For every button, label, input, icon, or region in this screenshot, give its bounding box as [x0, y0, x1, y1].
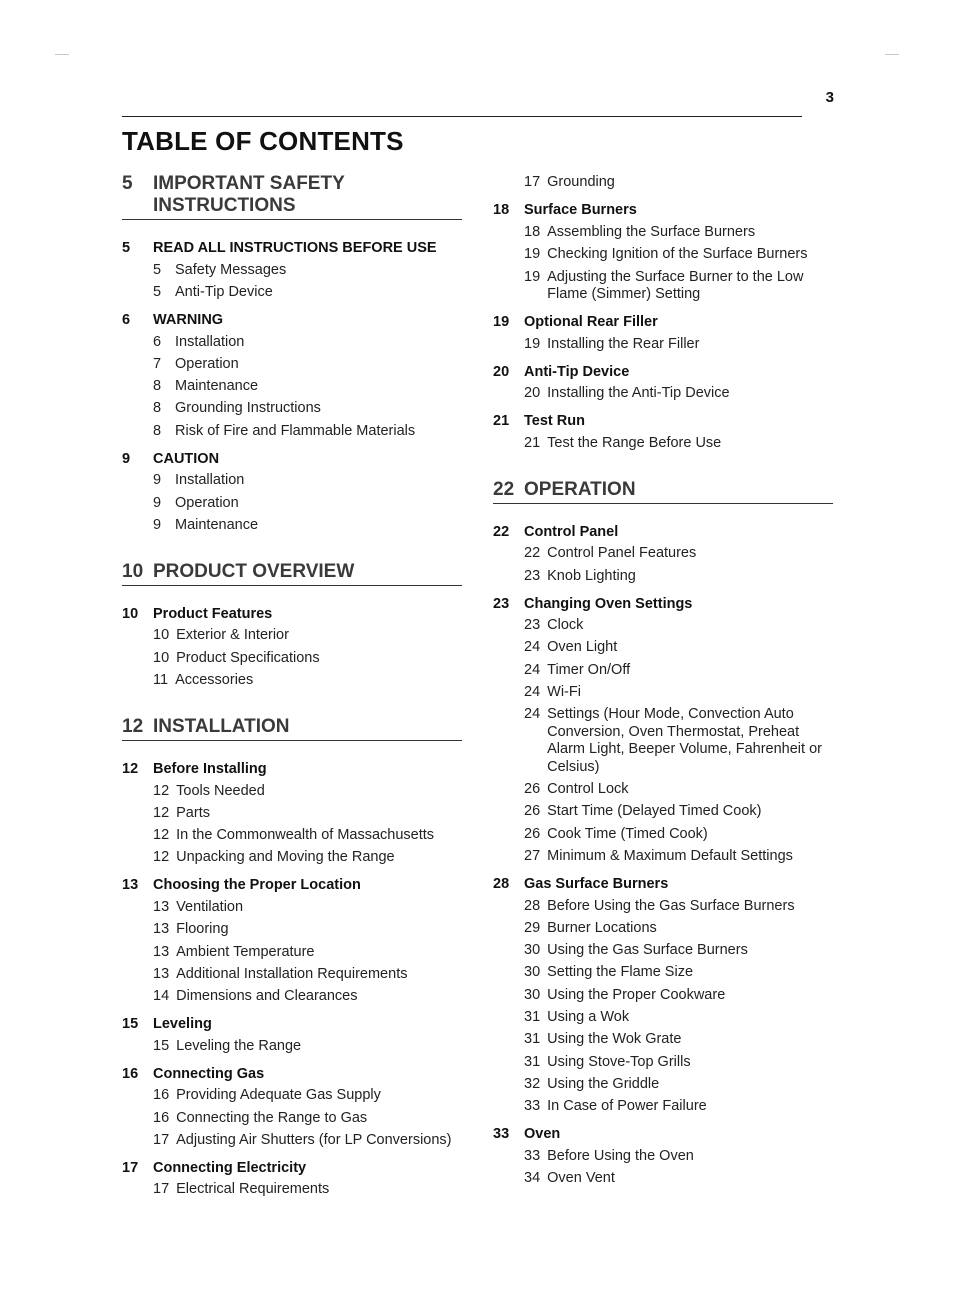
toc-group-heading[interactable] — [493, 593, 833, 615]
section-title: OPERATION — [524, 478, 636, 500]
toc-entry[interactable] — [524, 823, 833, 845]
toc-entry[interactable] — [153, 941, 462, 963]
entry-page-number: 26 — [524, 781, 541, 798]
page-title: TABLE OF CONTENTS — [122, 126, 404, 156]
entry-title: Using the Griddle — [547, 1075, 660, 1092]
entry-page-number: 12 — [153, 782, 170, 799]
entry-title: Settings (Hour Mode, Convection Auto Conversion, Oven Thermostat, Preheat Alarm Light, Beeper Volume, Fahrenheit or Celsius) — [547, 706, 822, 775]
group-title: CAUTION — [153, 450, 220, 467]
group-page-number: 6 — [122, 311, 131, 328]
entry-page-number: 8 — [153, 422, 162, 439]
entry-page-number: 12 — [153, 849, 170, 866]
entry-page-number: 13 — [153, 898, 170, 915]
toc-entry[interactable] — [153, 986, 462, 1008]
toc-entry[interactable] — [524, 895, 833, 917]
toc-entry[interactable] — [524, 637, 833, 659]
section-page-number: 10 — [122, 560, 144, 582]
toc-group-heading[interactable] — [493, 199, 833, 221]
entry-page-number: 21 — [524, 434, 541, 451]
toc-group — [493, 361, 833, 406]
entry-title: Oven Vent — [547, 1169, 615, 1186]
entry-page-number: 16 — [153, 1087, 170, 1104]
entry-title: Safety Messages — [175, 261, 287, 278]
toc-group — [493, 1123, 833, 1190]
entry-title: Cook Time (Timed Cook) — [547, 825, 708, 842]
entry-title: Using the Wok Grate — [547, 1031, 682, 1048]
toc-group — [122, 309, 462, 443]
toc-entry[interactable] — [524, 682, 833, 704]
entry-title: Leveling the Range — [176, 1037, 302, 1054]
toc-group — [493, 410, 833, 455]
toc-group-heading[interactable] — [493, 1123, 833, 1145]
entry-page-number: 12 — [153, 804, 170, 821]
entry-page-number: 14 — [153, 988, 170, 1005]
entry-title: Connecting the Range to Gas — [176, 1109, 368, 1126]
entry-title: Using a Wok — [547, 1008, 630, 1025]
section-title: IMPORTANT SAFETY INSTRUCTIONS — [153, 173, 345, 216]
group-page-number: 18 — [493, 202, 510, 219]
toc-entry[interactable] — [524, 266, 833, 306]
entry-page-number: 20 — [524, 385, 541, 402]
toc-entry[interactable] — [524, 704, 833, 779]
group-title: READ ALL INSTRUCTIONS BEFORE USE — [153, 240, 437, 256]
toc-entry[interactable] — [153, 398, 462, 420]
toc-entry[interactable] — [153, 376, 462, 398]
entry-page-number: 28 — [524, 897, 541, 914]
entry-page-number: 16 — [153, 1109, 170, 1126]
toc-entry[interactable] — [153, 897, 462, 919]
entry-title: Parts — [176, 804, 210, 821]
entry-page-number: 24 — [524, 706, 541, 723]
toc-group — [122, 1157, 462, 1202]
group-page-number: 13 — [122, 877, 139, 894]
section-page-number: 12 — [122, 715, 144, 737]
toc-entry[interactable] — [524, 383, 833, 405]
entry-title: Burner Locations — [547, 919, 657, 936]
entry-page-number: 15 — [153, 1037, 170, 1054]
section-page-number: 22 — [493, 478, 515, 500]
toc-group-heading[interactable] — [493, 361, 833, 383]
entry-title: Additional Installation Requirements — [176, 965, 408, 982]
entry-page-number: 11 — [153, 671, 169, 688]
toc-entry[interactable] — [153, 670, 462, 692]
toc-group-heading[interactable] — [122, 1013, 462, 1035]
entry-page-number: 27 — [524, 847, 541, 864]
entry-page-number: 19 — [524, 335, 541, 352]
entry-title: Adjusting the Surface Burner to the Low Flame (Simmer) Setting — [547, 268, 804, 303]
toc-entry[interactable] — [153, 470, 462, 492]
toc-entry[interactable] — [153, 802, 462, 824]
group-title: Surface Burners — [524, 202, 637, 219]
entry-title: Setting the Flame Size — [547, 964, 694, 981]
entry-page-number: 30 — [524, 942, 541, 959]
section-page-number: 5 — [122, 173, 133, 194]
entry-title: Providing Adequate Gas Supply — [176, 1087, 381, 1104]
entry-title: Tools Needed — [176, 782, 265, 799]
section-heading — [493, 479, 833, 504]
entry-page-number: 9 — [153, 516, 162, 533]
toc-entry[interactable] — [524, 801, 833, 823]
entry-title: Before Using the Gas Surface Burners — [547, 897, 795, 914]
entry-page-number: 5 — [153, 261, 162, 278]
group-title: Connecting Electricity — [153, 1159, 307, 1176]
toc-group — [493, 521, 833, 588]
group-page-number: 22 — [493, 523, 510, 540]
group-title: Leveling — [153, 1015, 212, 1032]
toc-entry[interactable] — [153, 259, 462, 281]
entry-title: Knob Lighting — [547, 567, 636, 584]
group-title: Optional Rear Filler — [524, 313, 658, 330]
toc-group-heading[interactable] — [122, 237, 462, 259]
entry-title: Installation — [175, 333, 245, 350]
entry-title: Dimensions and Clearances — [176, 988, 358, 1005]
toc-group — [122, 1063, 462, 1152]
group-title: WARNING — [153, 311, 224, 328]
toc-entry[interactable] — [524, 940, 833, 962]
toc-group-heading[interactable] — [493, 410, 833, 432]
entry-page-number: 17 — [153, 1181, 170, 1198]
toc-entry[interactable] — [153, 647, 462, 669]
entry-page-number: 17 — [153, 1131, 170, 1148]
entry-title: Control Panel Features — [547, 545, 697, 562]
toc-entry[interactable] — [524, 962, 833, 984]
entry-title: Electrical Requirements — [176, 1181, 330, 1198]
toc-entry[interactable] — [524, 1073, 833, 1095]
toc-entry[interactable] — [153, 963, 462, 985]
toc-group — [122, 1013, 462, 1058]
toc-entry[interactable] — [153, 492, 462, 514]
crop-mark-right — [885, 54, 899, 55]
toc-group-heading[interactable] — [122, 758, 462, 780]
entry-page-number: 12 — [153, 827, 170, 844]
entry-page-number: 23 — [524, 567, 541, 584]
entry-page-number: 32 — [524, 1075, 541, 1092]
toc-entry[interactable] — [524, 222, 833, 244]
entry-page-number: 31 — [524, 1008, 541, 1025]
entry-page-number: 7 — [153, 355, 162, 372]
entry-title: In the Commonwealth of Massachusetts — [176, 827, 435, 844]
entry-title: Grounding — [547, 174, 615, 191]
toc-entry[interactable] — [524, 779, 833, 801]
toc-entry[interactable] — [524, 432, 833, 454]
entry-page-number: 13 — [153, 965, 170, 982]
entry-page-number: 10 — [153, 627, 170, 644]
entry-title: In Case of Power Failure — [547, 1098, 707, 1115]
entry-title: Adjusting Air Shutters (for LP Conversions) — [176, 1131, 452, 1148]
entry-page-number: 31 — [524, 1031, 541, 1048]
entry-page-number: 24 — [524, 639, 541, 656]
entry-page-number: 31 — [524, 1053, 541, 1070]
entry-title: Operation — [175, 494, 239, 511]
entry-title: Anti-Tip Device — [175, 283, 273, 300]
toc-entry[interactable] — [153, 420, 462, 442]
entry-page-number: 19 — [524, 246, 541, 263]
group-title: Anti-Tip Device — [524, 363, 630, 380]
entry-page-number: 5 — [153, 283, 162, 300]
group-page-number: 12 — [122, 760, 139, 777]
entry-title: Product Specifications — [176, 649, 320, 666]
group-page-number: 33 — [493, 1125, 510, 1142]
toc-right-column — [493, 172, 833, 1195]
toc-group — [493, 199, 833, 306]
toc-group-heading[interactable] — [493, 311, 833, 333]
entry-title: Clock — [547, 617, 584, 634]
entry-title: Using Stove-Top Grills — [547, 1053, 691, 1070]
toc-entry[interactable] — [153, 1129, 462, 1151]
entry-page-number: 26 — [524, 803, 541, 820]
entry-title: Installing the Anti-Tip Device — [547, 385, 730, 402]
group-title: Oven — [524, 1125, 561, 1142]
entry-page-number: 18 — [524, 223, 541, 240]
toc-entry[interactable] — [153, 1179, 462, 1201]
toc-group — [493, 873, 833, 1118]
entry-page-number: 13 — [153, 921, 170, 938]
entry-page-number: 30 — [524, 964, 541, 981]
entry-page-number: 29 — [524, 919, 541, 936]
toc-entry[interactable] — [524, 659, 833, 681]
group-page-number: 17 — [122, 1159, 139, 1176]
group-page-number: 28 — [493, 875, 510, 892]
entry-title: Start Time (Delayed Timed Cook) — [547, 803, 762, 820]
entry-title: Test the Range Before Use — [547, 434, 722, 451]
toc-entry[interactable] — [524, 1029, 833, 1051]
group-page-number: 21 — [493, 413, 510, 430]
toc-entry[interactable] — [524, 1168, 833, 1190]
toc-entry[interactable] — [524, 543, 833, 565]
entry-title: Timer On/Off — [547, 661, 631, 678]
toc-group — [493, 311, 833, 356]
section-heading — [122, 173, 462, 220]
entry-title: Checking Ignition of the Surface Burners — [547, 246, 808, 263]
entry-page-number: 30 — [524, 986, 541, 1003]
entry-page-number: 24 — [524, 661, 541, 678]
entry-title: Installing the Rear Filler — [547, 335, 700, 352]
group-title: Before Installing — [153, 760, 267, 777]
toc-group — [122, 874, 462, 1008]
toc-entry[interactable] — [524, 333, 833, 355]
entry-page-number: 10 — [153, 649, 170, 666]
group-page-number: 9 — [122, 450, 131, 467]
entry-title: Maintenance — [175, 516, 259, 533]
toc-group-heading[interactable] — [122, 1157, 462, 1179]
entry-page-number: 8 — [153, 378, 162, 395]
toc-group-heading[interactable] — [122, 309, 462, 331]
group-title: Test Run — [524, 413, 585, 430]
entry-title: Risk of Fire and Flammable Materials — [175, 422, 416, 439]
entry-title: Flooring — [176, 921, 229, 938]
toc-entry[interactable] — [153, 825, 462, 847]
entry-title: Using the Proper Cookware — [547, 986, 726, 1003]
toc-entry[interactable] — [153, 919, 462, 941]
toc-left-column — [122, 173, 462, 1206]
section-title: INSTALLATION — [153, 715, 290, 737]
toc-entry[interactable] — [524, 615, 833, 637]
toc-group-heading[interactable] — [122, 1063, 462, 1085]
entry-page-number: 26 — [524, 825, 541, 842]
toc-entry[interactable] — [153, 353, 462, 375]
page-number: 3 — [825, 89, 834, 106]
toc-group — [122, 758, 462, 869]
toc-group — [493, 172, 833, 194]
toc-group-heading[interactable] — [122, 874, 462, 896]
toc-group-heading[interactable] — [122, 603, 462, 625]
toc-entry[interactable] — [524, 1096, 833, 1118]
toc-group-heading[interactable] — [493, 873, 833, 895]
toc-entry[interactable] — [153, 1035, 462, 1057]
section-title: PRODUCT OVERVIEW — [153, 560, 355, 582]
toc-entry[interactable] — [524, 172, 833, 194]
entry-page-number: 33 — [524, 1098, 541, 1115]
toc-entry[interactable] — [153, 1107, 462, 1129]
toc-group — [122, 603, 462, 692]
entry-title: Installation — [175, 472, 245, 489]
toc-entry[interactable] — [524, 984, 833, 1006]
entry-title: Operation — [175, 355, 239, 372]
toc-entry[interactable] — [153, 1085, 462, 1107]
group-page-number: 16 — [122, 1065, 139, 1082]
toc-entry[interactable] — [524, 1051, 833, 1073]
toc-group — [122, 237, 462, 304]
toc-entry[interactable] — [153, 514, 462, 536]
entry-title: Oven Light — [547, 639, 618, 656]
toc-group-heading[interactable] — [122, 448, 462, 470]
crop-mark-left — [55, 54, 69, 55]
group-page-number: 23 — [493, 595, 510, 612]
toc-group — [493, 593, 833, 868]
entry-page-number: 19 — [524, 268, 541, 285]
toc-entry[interactable] — [524, 565, 833, 587]
group-page-number: 20 — [493, 363, 510, 380]
entry-title: Grounding Instructions — [175, 400, 321, 417]
header-rule — [122, 116, 802, 117]
group-title: Connecting Gas — [153, 1065, 265, 1082]
toc-entry[interactable] — [153, 331, 462, 353]
entry-page-number: 8 — [153, 400, 162, 417]
group-page-number: 15 — [122, 1015, 139, 1032]
entry-title: Using the Gas Surface Burners — [547, 942, 748, 959]
entry-title: Ambient Temperature — [176, 943, 315, 960]
group-title: Choosing the Proper Location — [153, 877, 361, 894]
group-title: Control Panel — [524, 523, 619, 540]
toc-entry[interactable] — [153, 780, 462, 802]
toc-entry[interactable] — [153, 625, 462, 647]
group-title: Gas Surface Burners — [524, 875, 669, 892]
toc-entry[interactable] — [524, 1007, 833, 1029]
entry-title: Assembling the Surface Burners — [547, 223, 756, 240]
entry-title: Exterior & Interior — [176, 627, 289, 644]
entry-title: Wi-Fi — [547, 684, 581, 701]
entry-title: Maintenance — [175, 378, 259, 395]
entry-page-number: 17 — [524, 174, 541, 191]
entry-page-number: 34 — [524, 1169, 541, 1186]
entry-page-number: 9 — [153, 494, 162, 511]
section-heading — [122, 716, 462, 741]
entry-title: Control Lock — [547, 781, 629, 798]
entry-page-number: 6 — [153, 333, 162, 350]
toc-entry[interactable] — [524, 244, 833, 266]
toc-entry[interactable] — [524, 917, 833, 939]
group-page-number: 10 — [122, 605, 139, 622]
entry-title: Unpacking and Moving the Range — [176, 849, 395, 866]
entry-title: Before Using the Oven — [547, 1147, 694, 1164]
section-heading — [122, 561, 462, 586]
toc-group — [122, 448, 462, 537]
group-title: Product Features — [153, 605, 273, 622]
entry-page-number: 23 — [524, 617, 541, 634]
entry-title: Accessories — [175, 671, 254, 688]
entry-page-number: 33 — [524, 1147, 541, 1164]
toc-entry[interactable] — [524, 1145, 833, 1167]
toc-entry[interactable] — [153, 282, 462, 304]
toc-entry[interactable] — [153, 847, 462, 869]
entry-page-number: 9 — [153, 472, 162, 489]
group-page-number: 19 — [493, 313, 510, 330]
toc-group-heading[interactable] — [493, 521, 833, 543]
entry-title: Ventilation — [176, 898, 244, 915]
group-title: Changing Oven Settings — [524, 595, 693, 612]
entry-page-number: 24 — [524, 684, 541, 701]
group-page-number: 5 — [122, 240, 131, 256]
entry-title: Minimum & Maximum Default Settings — [547, 847, 793, 864]
entry-page-number: 13 — [153, 943, 170, 960]
entry-page-number: 22 — [524, 545, 541, 562]
toc-entry[interactable] — [524, 846, 833, 868]
